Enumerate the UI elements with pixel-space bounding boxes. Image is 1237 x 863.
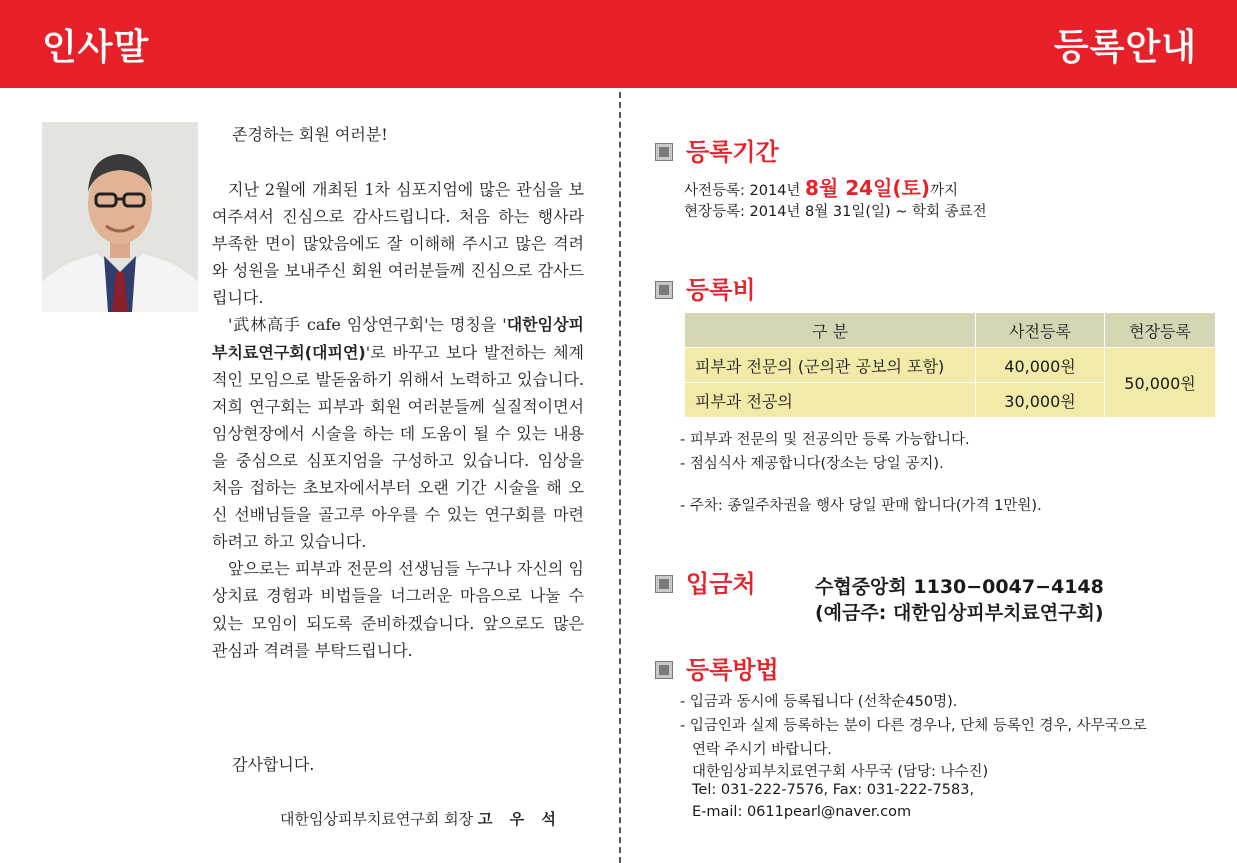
deposit-holder: (예금주: 대한임상피부치료연구회) bbox=[815, 602, 1104, 624]
method-line: 연락 주시기 바랍니다. bbox=[692, 742, 832, 758]
pre-registration-label: 사전등록: 2014년 bbox=[684, 183, 806, 199]
fee-note: - 주차: 종일주차권을 행사 당일 판매 합니다(가격 1만원). bbox=[680, 498, 1042, 514]
fee-onsite: 50,000원 bbox=[1105, 348, 1216, 418]
greeting-body bbox=[212, 176, 584, 664]
fee-pre: 40,000원 bbox=[976, 348, 1105, 383]
fee-note: - 피부과 전문의 및 전공의만 등록 가능합니다. bbox=[680, 432, 970, 448]
greeting-paragraph-3: 앞으로는 피부과 전문의 선생님들 누구나 자신의 임상치료 경험과 비법들을 너그러운 마음으로 나눌 수 있는 모임이 되도록 준비하겠습니다. 앞으로도 많은 관심과 격려를 부탁드립니다. bbox=[212, 559, 584, 660]
header-title-registration: 등록안내 bbox=[1053, 27, 1197, 68]
president-photo bbox=[42, 122, 198, 312]
method-line: - 입금인과 실제 등록하는 분이 다른 경우나, 단체 등록인 경우, 사무국으로 bbox=[680, 718, 1147, 734]
fee-header-onsite: 현장등록 bbox=[1105, 313, 1216, 348]
method-line: Tel: 031-222-7576, Fax: 031-222-7583, bbox=[692, 782, 975, 798]
section-deposit-title: 입금처 bbox=[686, 570, 756, 598]
signature-name: 고 우 석 bbox=[477, 810, 562, 828]
signature-title: 대한임상피부치료연구회 회장 bbox=[280, 810, 474, 828]
greeting-paragraph-1: 지난 2월에 개최된 1차 심포지엄에 많은 관심을 보여주셔서 진심으로 감사드립니다. 처음 하는 행사라 부족한 면이 많았음에도 잘 이해해 주시고 많은 격려와 성원을 보내주신 회원 여러분들께 진심으로 감사드립니다. bbox=[212, 180, 584, 308]
fee-header-pre: 사전등록 bbox=[976, 313, 1105, 348]
greeting-paragraph-2 bbox=[212, 311, 584, 555]
salutation: 존경하는 회원 여러분! bbox=[232, 125, 388, 144]
section-period-title: 등록기간 bbox=[686, 138, 779, 166]
fee-category: 피부과 전문의 (군의관 공보의 포함) bbox=[685, 348, 976, 383]
portrait-image bbox=[42, 122, 198, 312]
pre-registration-line bbox=[684, 172, 958, 201]
method-line: - 입금과 동시에 등록됩니다 (선착순450명). bbox=[680, 694, 958, 710]
fee-category: 피부과 전공의 bbox=[685, 383, 976, 418]
greeting-p2-start: '武林高手 cafe 임상연구회'는 명칭을 ' bbox=[228, 315, 507, 335]
square-bullet-icon bbox=[656, 576, 672, 592]
method-line: 대한임상피부치료연구회 사무국 (담당: 나수진) bbox=[692, 764, 989, 780]
pre-registration-date: 8월 24일(토) bbox=[805, 176, 930, 200]
fee-table-header-row bbox=[685, 313, 1216, 348]
fee-pre: 30,000원 bbox=[976, 383, 1105, 418]
table-row bbox=[685, 348, 1216, 383]
square-bullet-icon bbox=[656, 144, 672, 160]
society-name-bold: 대한임상피부치료연구회(대피연) bbox=[212, 315, 584, 362]
column-divider bbox=[619, 92, 621, 863]
section-fee bbox=[656, 278, 756, 302]
header-bar bbox=[0, 0, 1237, 88]
onsite-registration-line: 현장등록: 2014년 8월 31일(일) ~ 학회 종료전 bbox=[684, 204, 987, 220]
section-method-title: 등록방법 bbox=[686, 656, 779, 684]
section-deposit bbox=[656, 572, 756, 596]
thanks-line: 감사합니다. bbox=[232, 755, 315, 774]
deposit-account: 수협중앙회 1130−0047−4148 bbox=[815, 576, 1104, 598]
fee-table bbox=[684, 312, 1216, 418]
pre-registration-suffix: 까지 bbox=[930, 183, 959, 199]
section-period bbox=[656, 140, 779, 164]
signature bbox=[280, 808, 562, 829]
section-fee-title: 등록비 bbox=[686, 276, 756, 304]
section-method bbox=[656, 658, 779, 682]
square-bullet-icon bbox=[656, 282, 672, 298]
method-line: E-mail: 0611pearl@naver.com bbox=[692, 804, 912, 820]
fee-header-category: 구 분 bbox=[685, 313, 976, 348]
header-title-greeting: 인사말 bbox=[42, 27, 150, 68]
greeting-p2-rest: '로 바꾸고 보다 발전하는 체계적인 모임으로 발돋움하기 위해서 노력하고 있습니다. 저희 연구회는 피부과 회원 여러분들께 실질적이면서 임상현장에서 시술을 하는 데 도움이 될 수 있는 내용을 중심으로 심포지엄을 구성하고 있습니다. 임상을 처음 접하는 초보자에서부터 오랜 기간 시술을 해 오신 선배님들을 골고루 아우를 수 있는 연구회를 마련하려고 하고 있습니다. bbox=[212, 342, 584, 552]
square-bullet-icon bbox=[656, 662, 672, 678]
fee-note: - 점심식사 제공합니다(장소는 당일 공지). bbox=[680, 456, 944, 472]
